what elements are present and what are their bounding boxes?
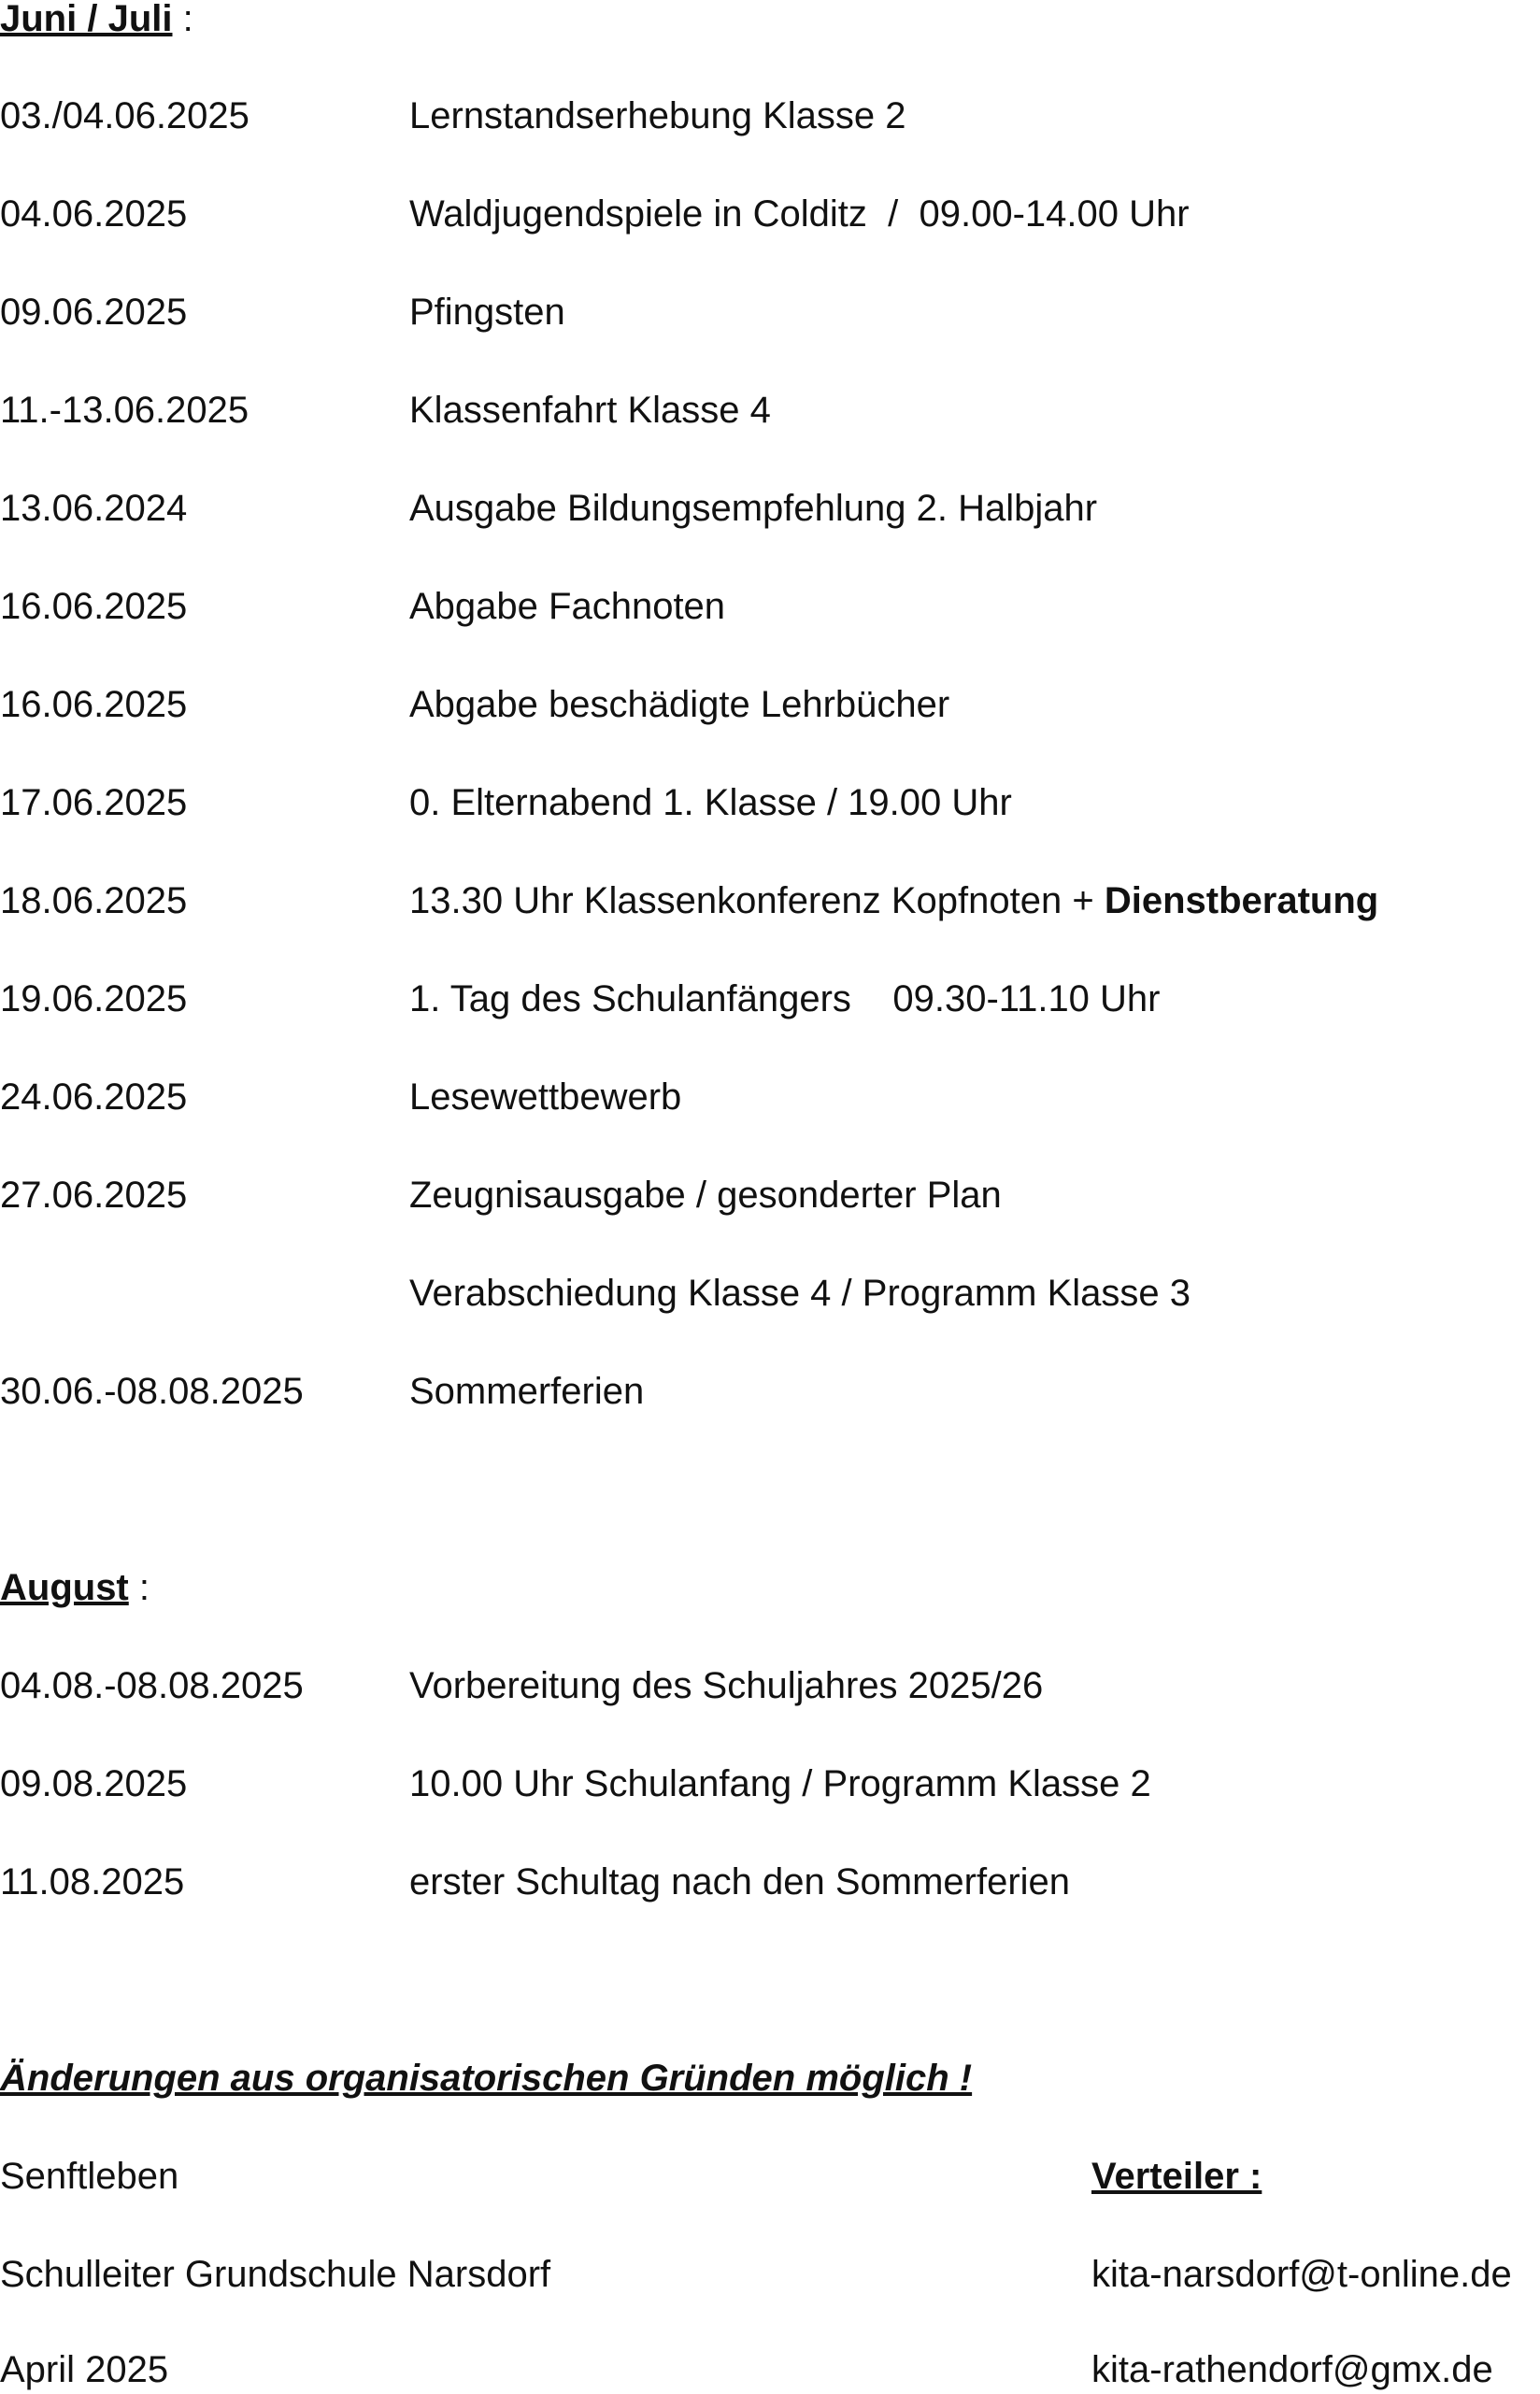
entry-text: Lesewettbewerb bbox=[409, 1076, 682, 1118]
distribution-email: kita-narsdorf@t-online.de bbox=[1091, 2254, 1512, 2295]
distribution-heading: Verteiler : bbox=[1091, 2156, 1262, 2197]
signature-role: Schulleiter Grundschule Narsdorf bbox=[0, 2254, 551, 2295]
entry-date: 19.06.2025 bbox=[0, 978, 188, 1019]
entry-text: Sommerferien bbox=[409, 1371, 645, 1412]
entry-text: 0. Elternabend 1. Klasse / 19.00 Uhr bbox=[409, 782, 1012, 823]
change-notice bbox=[0, 2054, 972, 2102]
entry-text: Vorbereitung des Schuljahres 2025/26 bbox=[409, 1665, 1044, 1706]
entry-date: 11.-13.06.2025 bbox=[0, 390, 250, 431]
change-notice-text: Änderungen aus organisatorischen Gründen möglich ! bbox=[0, 2058, 973, 2099]
entry-date: 17.06.2025 bbox=[0, 782, 188, 823]
entry-date: 13.06.2024 bbox=[0, 488, 188, 529]
entry-text: Abgabe beschädigte Lehrbücher bbox=[409, 684, 950, 725]
section-heading-august bbox=[0, 1563, 150, 1612]
heading-suffix: : bbox=[172, 0, 193, 39]
entry-date: 04.08.-08.08.2025 bbox=[0, 1665, 304, 1706]
entry-text-bold: Dienstberatung bbox=[1104, 880, 1379, 921]
heading-label: August bbox=[0, 1567, 129, 1608]
signature-date: April 2025 bbox=[0, 2349, 169, 2390]
entry-text: Verabschiedung Klasse 4 / Programm Klasse 3 bbox=[409, 1273, 1191, 1314]
distribution-email: kita-rathendorf@gmx.de bbox=[1091, 2349, 1493, 2390]
heading-suffix: : bbox=[128, 1567, 150, 1608]
entry-date: 16.06.2025 bbox=[0, 684, 188, 725]
entry-date: 16.06.2025 bbox=[0, 586, 188, 627]
entry-date: 11.08.2025 bbox=[0, 1861, 185, 1902]
entry-text: Lernstandserhebung Klasse 2 bbox=[409, 95, 906, 136]
entry-date: 09.06.2025 bbox=[0, 292, 188, 333]
entry-text: Zeugnisausgabe / gesonderter Plan bbox=[409, 1175, 1002, 1216]
heading-label: Juni / Juli bbox=[0, 0, 173, 39]
entry-text: Klassenfahrt Klasse 4 bbox=[409, 390, 771, 431]
entry-date: 03./04.06.2025 bbox=[0, 95, 250, 136]
entry-date: 27.06.2025 bbox=[0, 1175, 188, 1216]
entry-date: 30.06.-08.08.2025 bbox=[0, 1371, 304, 1412]
entry-text: Pfingsten bbox=[409, 292, 565, 333]
entry-text bbox=[409, 876, 1378, 925]
entry-date: 24.06.2025 bbox=[0, 1076, 188, 1118]
entry-text: 1. Tag des Schulanfängers 09.30-11.10 Uhr bbox=[409, 978, 1161, 1019]
signature-name: Senftleben bbox=[0, 2156, 179, 2197]
section-heading-juni-juli bbox=[0, 0, 193, 43]
entry-text: 10.00 Uhr Schulanfang / Programm Klasse 2 bbox=[409, 1763, 1151, 1804]
entry-date: 18.06.2025 bbox=[0, 880, 188, 921]
entry-text: Ausgabe Bildungsempfehlung 2. Halbjahr bbox=[409, 488, 1098, 529]
entry-text-regular: 13.30 Uhr Klassenkonferenz Kopfnoten + bbox=[409, 880, 1105, 921]
entry-text: Waldjugendspiele in Colditz / 09.00-14.00 Uhr bbox=[409, 193, 1190, 235]
entry-date: 09.08.2025 bbox=[0, 1763, 188, 1804]
entry-text: erster Schultag nach den Sommerferien bbox=[409, 1861, 1071, 1902]
entry-date: 04.06.2025 bbox=[0, 193, 188, 235]
entry-text: Abgabe Fachnoten bbox=[409, 586, 726, 627]
